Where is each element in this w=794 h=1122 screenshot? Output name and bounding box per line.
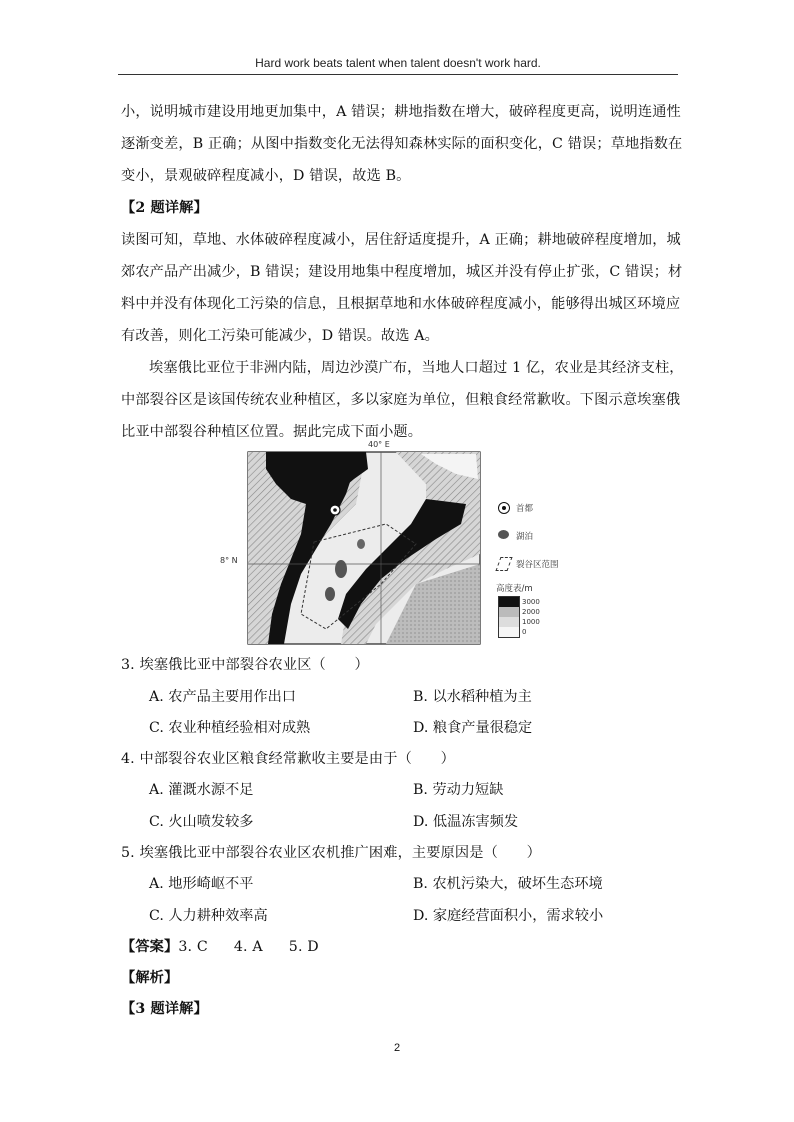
question-3-stem: 3. 埃塞俄比亚中部裂谷农业区（ ）	[121, 657, 369, 673]
lake-2	[325, 587, 335, 601]
answer-q3: 3. C	[178, 939, 208, 955]
question-4-option-c[interactable]: C. 火山喷发较多	[149, 814, 254, 830]
question-3-option-d[interactable]: D. 粮食产量很稳定	[413, 720, 533, 736]
legend-rift-label: 裂谷区范围	[516, 560, 559, 570]
capital-marker-dot	[333, 508, 337, 512]
question-5-option-a[interactable]: A. 地形崎岖不平	[149, 876, 254, 892]
question-3-option-c[interactable]: C. 农业种植经验相对成熟	[149, 720, 311, 736]
question-4-stem: 4. 中部裂谷农业区粮食经常歉收主要是由于（ ）	[121, 751, 455, 767]
paragraph-1-line-2: 逐渐变差，B 正确；从图中指数变化无法得知森林实际的面积变化，C 错误；草地指数在	[121, 136, 683, 152]
paragraph-2-line-1: 读图可知，草地、水体破碎程度减小，居住舒适度提升，A 正确；耕地破碎程度增加，城	[121, 232, 681, 248]
header-divider	[118, 74, 678, 75]
rift-zone-legend-icon	[495, 557, 512, 571]
paragraph-1-line-3: 变小，景观破碎程度减小，D 错误，故选 B。	[121, 168, 411, 184]
page-number: 2	[393, 1042, 401, 1054]
paragraph-2-line-3: 料中并没有体现化工污染的信息，且根据草地和水体破碎程度减小，能够得出城区环境应	[121, 296, 681, 312]
question-3-option-b[interactable]: B. 以水稻种植为主	[413, 689, 532, 705]
answer-q5: 5. D	[288, 939, 319, 955]
longitude-label: 40° E	[368, 440, 390, 449]
q2-explanation-heading: 【2 题详解】	[121, 200, 208, 216]
elevation-tick-2000: 2000	[522, 608, 540, 616]
legend-lake-label: 湖泊	[516, 532, 534, 542]
question-3-option-a[interactable]: A. 农产品主要用作出口	[149, 689, 296, 705]
question-4-option-a[interactable]: A. 灌溉水源不足	[149, 782, 254, 798]
q3-explanation-heading: 【3 题详解】	[121, 1001, 208, 1017]
legend-capital-label: 首都	[516, 504, 534, 514]
paragraph-2-line-2: 郊农产品产出减少，B 错误；建设用地集中程度增加，城区并没有停止扩张，C 错误；材	[121, 264, 683, 280]
lake-3	[357, 539, 365, 549]
elevation-scale-bar	[498, 596, 520, 638]
intro-line-3: 比亚中部裂谷种植区位置。据此完成下面小题。	[121, 424, 423, 440]
elevation-tick-0: 0	[522, 628, 527, 636]
answer-q4: 4. A	[233, 939, 263, 955]
elevation-tick-3000: 3000	[522, 598, 540, 606]
question-5-stem: 5. 埃塞俄比亚中部裂谷农业区农机推广困难，主要原因是（ ）	[121, 845, 541, 861]
answer-label: 【答案】	[121, 939, 179, 955]
analysis-heading: 【解析】	[121, 970, 179, 986]
paragraph-1-line-1: 小，说明城市建设用地更加集中，A 错误；耕地指数在增大，破碎程度更高，说明连通性	[121, 104, 681, 120]
question-5-option-d[interactable]: D. 家庭经营面积小，需求较小	[413, 908, 604, 924]
map-legend	[494, 502, 604, 642]
question-4-option-d[interactable]: D. 低温冻害频发	[413, 814, 519, 830]
intro-line-2: 中部裂谷区是该国传统农业种植区，多以家庭为单位，但粮食经常歉收。下图示意埃塞俄	[121, 392, 681, 408]
question-5-option-c[interactable]: C. 人力耕种效率高	[149, 908, 268, 924]
latitude-label: 8° N	[220, 556, 238, 565]
question-5-option-b[interactable]: B. 农机污染大，破坏生态环境	[413, 876, 603, 892]
page-header-motto: Hard work beats talent when talent doesn't work hard.	[255, 56, 541, 70]
question-4-option-b[interactable]: B. 劳动力短缺	[413, 782, 504, 798]
capital-legend-icon	[498, 502, 510, 514]
answer-line	[121, 936, 319, 956]
lake-1	[335, 560, 347, 578]
lake-legend-icon	[498, 530, 509, 539]
legend-elevation-title: 高度表/m	[496, 584, 533, 594]
elevation-tick-1000: 1000	[522, 618, 540, 626]
intro-line-1: 埃塞俄比亚位于非洲内陆，周边沙漠广布，当地人口超过 1 亿，农业是其经济支柱，	[149, 360, 684, 376]
paragraph-2-line-4: 有改善，则化工污染可能减少，D 错误。故选 A。	[121, 328, 439, 344]
